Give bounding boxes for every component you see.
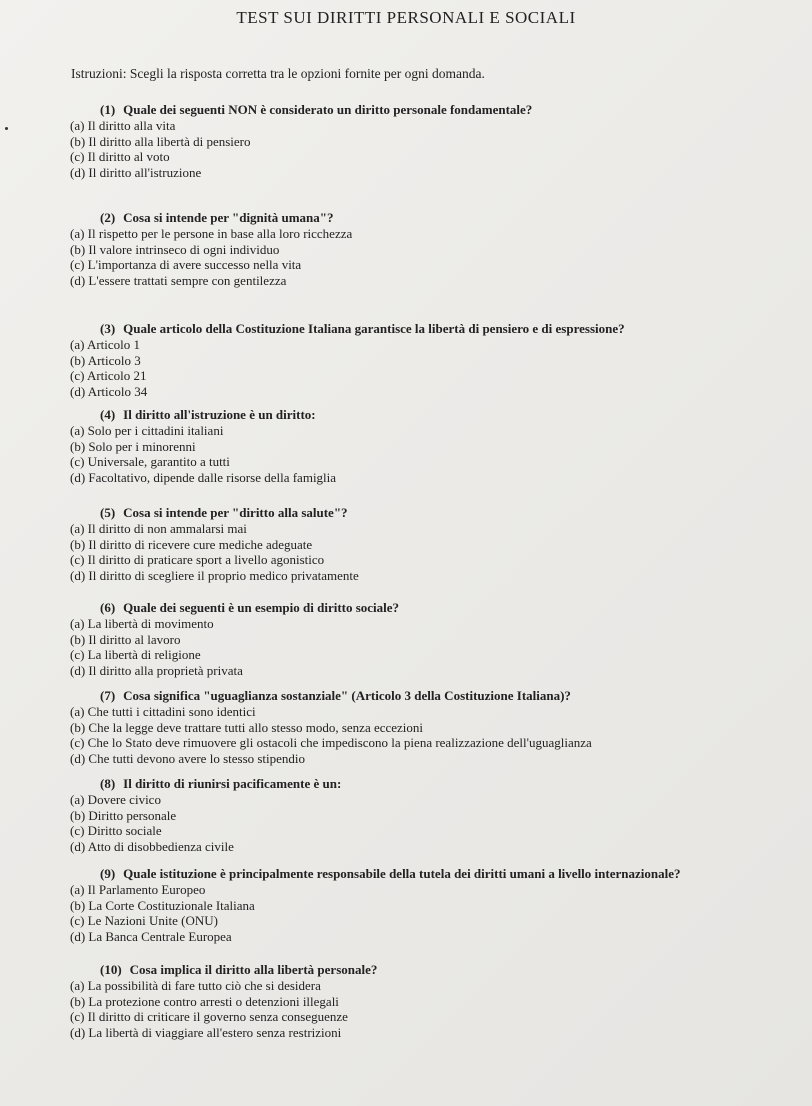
option-b: (b) Solo per i minorenni	[70, 438, 196, 454]
option-d: (d) Il diritto all'istruzione	[70, 164, 202, 180]
question-text	[100, 962, 790, 978]
option-a: (a) Il Parlamento Europeo	[70, 882, 206, 897]
option-d: (d) Articolo 34	[70, 383, 148, 399]
question-number: (1)	[100, 102, 116, 117]
question-prompt: Quale dei seguenti NON è considerato un diritto personale fondamentale?	[123, 102, 533, 117]
question-text	[100, 407, 790, 423]
option-b: (b) La Corte Costituzionale Italiana	[70, 897, 255, 913]
question-prompt: Il diritto all'istruzione è un diritto:	[123, 407, 316, 422]
question-text	[100, 776, 790, 792]
option-list	[70, 704, 790, 766]
option-list	[70, 792, 790, 854]
question-1	[70, 102, 790, 180]
option-a: (a) Il diritto alla vita	[70, 118, 176, 133]
option-a: (a) Il rispetto per le persone in base alla loro ricchezza	[70, 226, 353, 241]
question-prompt: Cosa si intende per "dignità umana"?	[123, 210, 334, 225]
option-list	[70, 118, 790, 180]
option-c: (c) Universale, garantito a tutti	[70, 454, 230, 469]
question-number: (6)	[100, 600, 116, 615]
question-prompt: Quale dei seguenti è un esempio di diritto sociale?	[123, 600, 400, 615]
question-text	[100, 505, 790, 521]
option-d: (d) Facoltativo, dipende dalle risorse della famiglia	[70, 469, 337, 485]
option-b: (b) Il valore intrinseco di ogni individuo	[70, 241, 280, 257]
option-c: (c) L'importanza di avere successo nella vita	[70, 257, 302, 272]
question-text	[100, 866, 790, 882]
option-b: (b) Che la legge deve trattare tutti allo stesso modo, senza eccezioni	[70, 719, 424, 735]
question-prompt: Cosa implica il diritto alla libertà personale?	[129, 962, 378, 977]
option-c: (c) Il diritto di praticare sport a livello agonistico	[70, 552, 325, 567]
margin-dot	[5, 127, 8, 130]
option-c: (c) Diritto sociale	[70, 823, 162, 838]
option-b: (b) Il diritto al lavoro	[70, 631, 181, 647]
option-c: (c) Articolo 21	[70, 368, 147, 383]
question-text	[100, 102, 790, 118]
question-7	[70, 688, 790, 766]
question-5	[70, 505, 790, 583]
question-number: (8)	[100, 776, 116, 791]
question-prompt: Quale articolo della Costituzione Italiana garantisce la libertà di pensiero e di espressione?	[123, 321, 625, 336]
instructions: Istruzioni: Scegli la risposta corretta tra le opzioni fornite per ogni domanda.	[71, 66, 485, 81]
option-d: (d) La Banca Centrale Europea	[70, 928, 232, 944]
option-list	[70, 337, 790, 399]
question-3	[70, 321, 790, 399]
option-a: (a) Il diritto di non ammalarsi mai	[70, 521, 247, 536]
question-4	[70, 407, 790, 485]
option-a: (a) Articolo 1	[70, 337, 141, 352]
option-d: (d) Che tutti devono avere lo stesso stipendio	[70, 750, 306, 766]
question-2	[70, 210, 790, 288]
question-prompt: Quale istituzione è principalmente responsabile della tutela dei diritti umani a livello internazionale?	[123, 866, 681, 881]
option-c: (c) Il diritto di criticare il governo senza conseguenze	[70, 1009, 348, 1024]
option-b: (b) La protezione contro arresti o detenzioni illegali	[70, 993, 339, 1009]
question-10	[70, 962, 790, 1040]
option-c: (c) La libertà di religione	[70, 647, 201, 662]
option-c: (c) Le Nazioni Unite (ONU)	[70, 913, 218, 928]
option-b: (b) Il diritto di ricevere cure mediche adeguate	[70, 536, 313, 552]
option-d: (d) La libertà di viaggiare all'estero senza restrizioni	[70, 1024, 342, 1040]
option-b: (b) Articolo 3	[70, 352, 141, 368]
option-list	[70, 423, 790, 485]
option-list	[70, 616, 790, 678]
option-a: (a) La libertà di movimento	[70, 616, 214, 631]
question-number: (9)	[100, 866, 116, 881]
question-prompt: Cosa si intende per "diritto alla salute"?	[123, 505, 348, 520]
question-8	[70, 776, 790, 854]
question-number: (5)	[100, 505, 116, 520]
option-a: (a) Dovere civico	[70, 792, 161, 807]
option-b: (b) Il diritto alla libertà di pensiero	[70, 133, 251, 149]
question-number: (4)	[100, 407, 116, 422]
option-a: (a) Che tutti i cittadini sono identici	[70, 704, 256, 719]
question-text	[100, 688, 790, 704]
question-text	[100, 321, 790, 337]
option-a: (a) La possibilità di fare tutto ciò che si desidera	[70, 978, 321, 993]
option-b: (b) Diritto personale	[70, 807, 177, 823]
question-number: (2)	[100, 210, 116, 225]
option-list	[70, 521, 790, 583]
option-d: (d) Il diritto alla proprietà privata	[70, 662, 243, 678]
option-list	[70, 978, 790, 1040]
question-9	[70, 866, 790, 944]
document-title: TEST SUI DIRITTI PERSONALI E SOCIALI	[236, 8, 576, 27]
option-d: (d) Atto di disobbedienza civile	[70, 838, 234, 854]
option-list	[70, 882, 790, 944]
option-list	[70, 226, 790, 288]
question-text	[100, 600, 790, 616]
question-number: (10)	[100, 962, 122, 977]
question-6	[70, 600, 790, 678]
question-number: (7)	[100, 688, 116, 703]
option-d: (d) L'essere trattati sempre con gentilezza	[70, 272, 287, 288]
option-c: (c) Che lo Stato deve rimuovere gli ostacoli che impediscono la piena realizzazione dell'uguaglianza	[70, 735, 592, 750]
option-d: (d) Il diritto di scegliere il proprio medico privatamente	[70, 567, 359, 583]
question-text	[100, 210, 790, 226]
option-c: (c) Il diritto al voto	[70, 149, 170, 164]
option-a: (a) Solo per i cittadini italiani	[70, 423, 224, 438]
question-number: (3)	[100, 321, 116, 336]
question-prompt: Cosa significa "uguaglianza sostanziale" (Articolo 3 della Costituzione Italiana)?	[123, 688, 571, 703]
question-prompt: Il diritto di riunirsi pacificamente è un:	[123, 776, 342, 791]
